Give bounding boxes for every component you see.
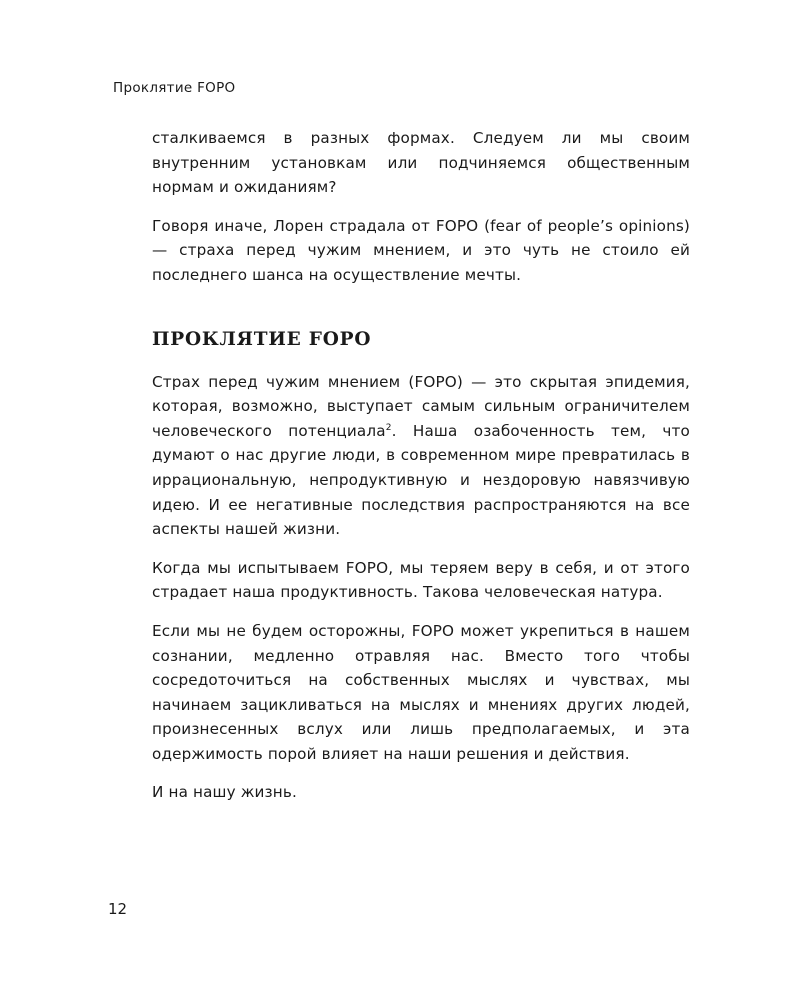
paragraph-6: И на нашу жизнь. (152, 783, 297, 802)
page-number: 12 (108, 900, 128, 918)
section-heading: ПРОКЛЯТИЕ FOPO (152, 328, 372, 350)
paragraph-4: Когда мы испытываем FOPO, мы теряем веру в себя, и от этого страдает наша продуктивность. Такова человеческая натура. (152, 558, 690, 602)
page-body (152, 126, 690, 819)
paragraph-5: Если мы не будем осторожны, FOPO может укрепиться в нашем сознании, медленно отравляя нас. Вместо того чтобы сосредоточиться на собственных мыслях и чувствах, мы начинаем зацикливаться на мыслях и мнениях других людей, произнесенных вслух или лишь предполагаемых, и эта одержимость порой влияет на наши решения и действия. (152, 621, 690, 763)
paragraph-3-text-a: Страх перед чужим мнением (FOPO) — это скрытая эпидемия, которая, возможно, выступает самым сильным ограничителем человеческого потенциала (152, 372, 690, 440)
footnote-marker: 2 (385, 422, 392, 433)
paragraph-3-text-b: . Наша озабоченность тем, что думают о нас другие люди, в современном мире превратилась в иррациональную, непродуктивную и нездоровую навязчивую идею. И ее негативные последствия распространяются на все аспекты нашей жизни. (152, 421, 690, 539)
paragraph-1: сталкиваемся в разных формах. Следуем ли мы своим внутренним установкам или подчиняемся общественным нормам и ожиданиям? (152, 129, 690, 197)
paragraph-3 (152, 370, 690, 542)
paragraph-2: Говоря иначе, Лорен страдала от FOPO (fear of people’s opinions) — страха перед чужим мнением, и это чуть не стоило ей последнего шанса на осуществление мечты. (152, 216, 690, 284)
running-head: Проклятие FOPO (113, 80, 236, 96)
